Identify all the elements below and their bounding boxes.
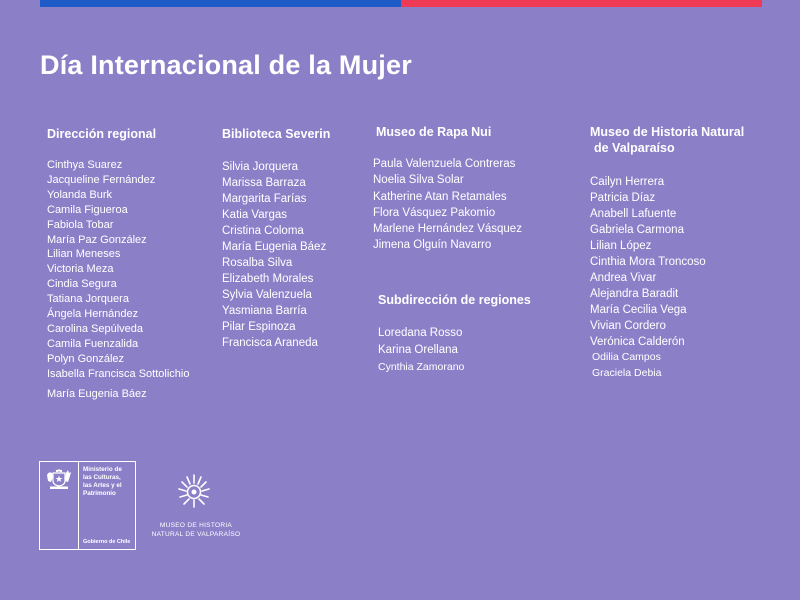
list-item: Paula Valenzuela Contreras: [373, 158, 516, 170]
column-heading: [590, 124, 744, 156]
list-item: Jacqueline Fernández: [47, 173, 156, 186]
page-title: Día Internacional de la Mujer: [40, 50, 412, 80]
list-item: Andrea Vivar: [590, 272, 657, 284]
name-list: [378, 325, 531, 376]
top-color-bar: [40, 0, 762, 7]
list-item: Odilia Campos: [592, 351, 661, 363]
ministry-name-line: Ministerio de: [83, 466, 122, 473]
list-item: Loredana Rosso: [378, 327, 463, 339]
list-item: Yolanda Burk: [47, 188, 113, 201]
ministry-name-line: las Artes y el: [83, 482, 122, 489]
list-item: Ángela Hernández: [47, 308, 139, 321]
column-heading: Biblioteca Severin: [222, 127, 331, 141]
list-item: Lilian Meneses: [47, 248, 121, 261]
list-item: Margarita Farías: [222, 193, 307, 205]
list-item: María Cecilia Vega: [590, 304, 687, 316]
chile-coat-of-arms-icon: [44, 468, 74, 490]
column-heading-line2: de Valparaíso: [594, 141, 675, 155]
list-item: Flora Vásquez Pakomio: [373, 206, 496, 219]
list-item: Verónica Calderón: [590, 336, 685, 348]
column-museo-historia-natural: [590, 124, 744, 381]
list-item: Polyn González: [47, 352, 125, 365]
top-bar-red: [401, 0, 762, 7]
museo-logo: [148, 471, 244, 543]
column-direccion-regional: [47, 126, 189, 402]
list-item: Anabell Lafuente: [590, 208, 677, 220]
list-item: Karina Orellana: [378, 343, 458, 356]
list-item: Cinthya Suarez: [47, 159, 123, 171]
museum-name-line: NATURAL DE VALPARAÍSO: [151, 531, 241, 538]
list-item: Elizabeth Morales: [222, 273, 314, 285]
gobierno-label: Gobierno de Chile: [83, 539, 131, 545]
ministerio-logo: [39, 461, 136, 550]
nautilus-shell-icon: [174, 471, 214, 515]
list-item: Cynthia Zamorano: [378, 361, 465, 373]
museum-name: [148, 521, 244, 539]
list-item: Isabella Francisca Sottolichio: [47, 367, 190, 380]
column-heading: Dirección regional: [47, 127, 157, 141]
list-item: Alejandra Baradit: [590, 288, 679, 300]
list-item: Victoria Meza: [47, 263, 114, 276]
list-item: Graciela Debia: [592, 366, 662, 379]
list-item: Cindia Segura: [47, 278, 117, 291]
list-item: Sylvia Valenzuela: [222, 289, 312, 301]
name-list: [222, 159, 330, 351]
list-item: María Eugenia Báez: [222, 241, 327, 253]
list-item: Noelia Silva Solar: [373, 174, 464, 187]
list-item: Lilian López: [590, 240, 652, 252]
column-museo-rapa-nui: [373, 124, 522, 254]
list-item: Pilar Espinoza: [222, 321, 296, 333]
ministry-name: [83, 466, 135, 498]
list-item: Vivian Cordero: [590, 320, 666, 332]
list-item: Tatiana Jorquera: [47, 293, 129, 306]
column-heading: Subdirección de regiones: [378, 293, 531, 307]
ministry-name-line: Patrimonio: [83, 490, 116, 497]
museum-name-line: MUSEO DE HISTORIA: [159, 522, 233, 529]
list-item: Marissa Barraza: [222, 177, 306, 189]
list-item: Cinthia Mora Troncoso: [590, 256, 706, 268]
list-item: Carolina Sepúlveda: [47, 322, 144, 335]
list-item: Patricia Díaz: [590, 192, 656, 204]
list-item: Camila Figueroa: [47, 203, 128, 216]
list-item: Katherine Atan Retamales: [373, 190, 507, 203]
list-item: María Paz González: [47, 233, 147, 246]
list-item: María Eugenia Báez: [47, 387, 147, 400]
ministry-name-line: las Culturas,: [83, 474, 121, 481]
list-item: Cailyn Herrera: [590, 176, 665, 188]
column-subdireccion-regiones: [378, 292, 531, 376]
list-item: Marlene Hernández Vásquez: [373, 223, 522, 236]
list-item: Gabriela Carmona: [590, 224, 684, 236]
list-item: Jimena Olguín Navarro: [373, 239, 492, 252]
column-heading-line1: Museo de Historia Natural: [590, 125, 745, 139]
list-item: Katia Vargas: [222, 209, 287, 221]
list-item: Cristina Coloma: [222, 225, 304, 237]
column-biblioteca-severin: [222, 126, 330, 351]
top-bar-blue: [40, 0, 401, 7]
list-item: Francisca Araneda: [222, 337, 318, 349]
name-list: [373, 156, 522, 254]
list-item: Fabiola Tobar: [47, 218, 114, 231]
logo-divider: [78, 462, 79, 549]
list-item: Rosalba Silva: [222, 257, 293, 269]
list-item: Camila Fuenzalida: [47, 337, 139, 350]
list-item: Yasmiana Barría: [222, 305, 307, 317]
list-item: Silvia Jorquera: [222, 161, 299, 173]
name-list: [590, 174, 744, 381]
name-list: [47, 158, 189, 402]
column-heading: Museo de Rapa Nui: [376, 125, 492, 139]
